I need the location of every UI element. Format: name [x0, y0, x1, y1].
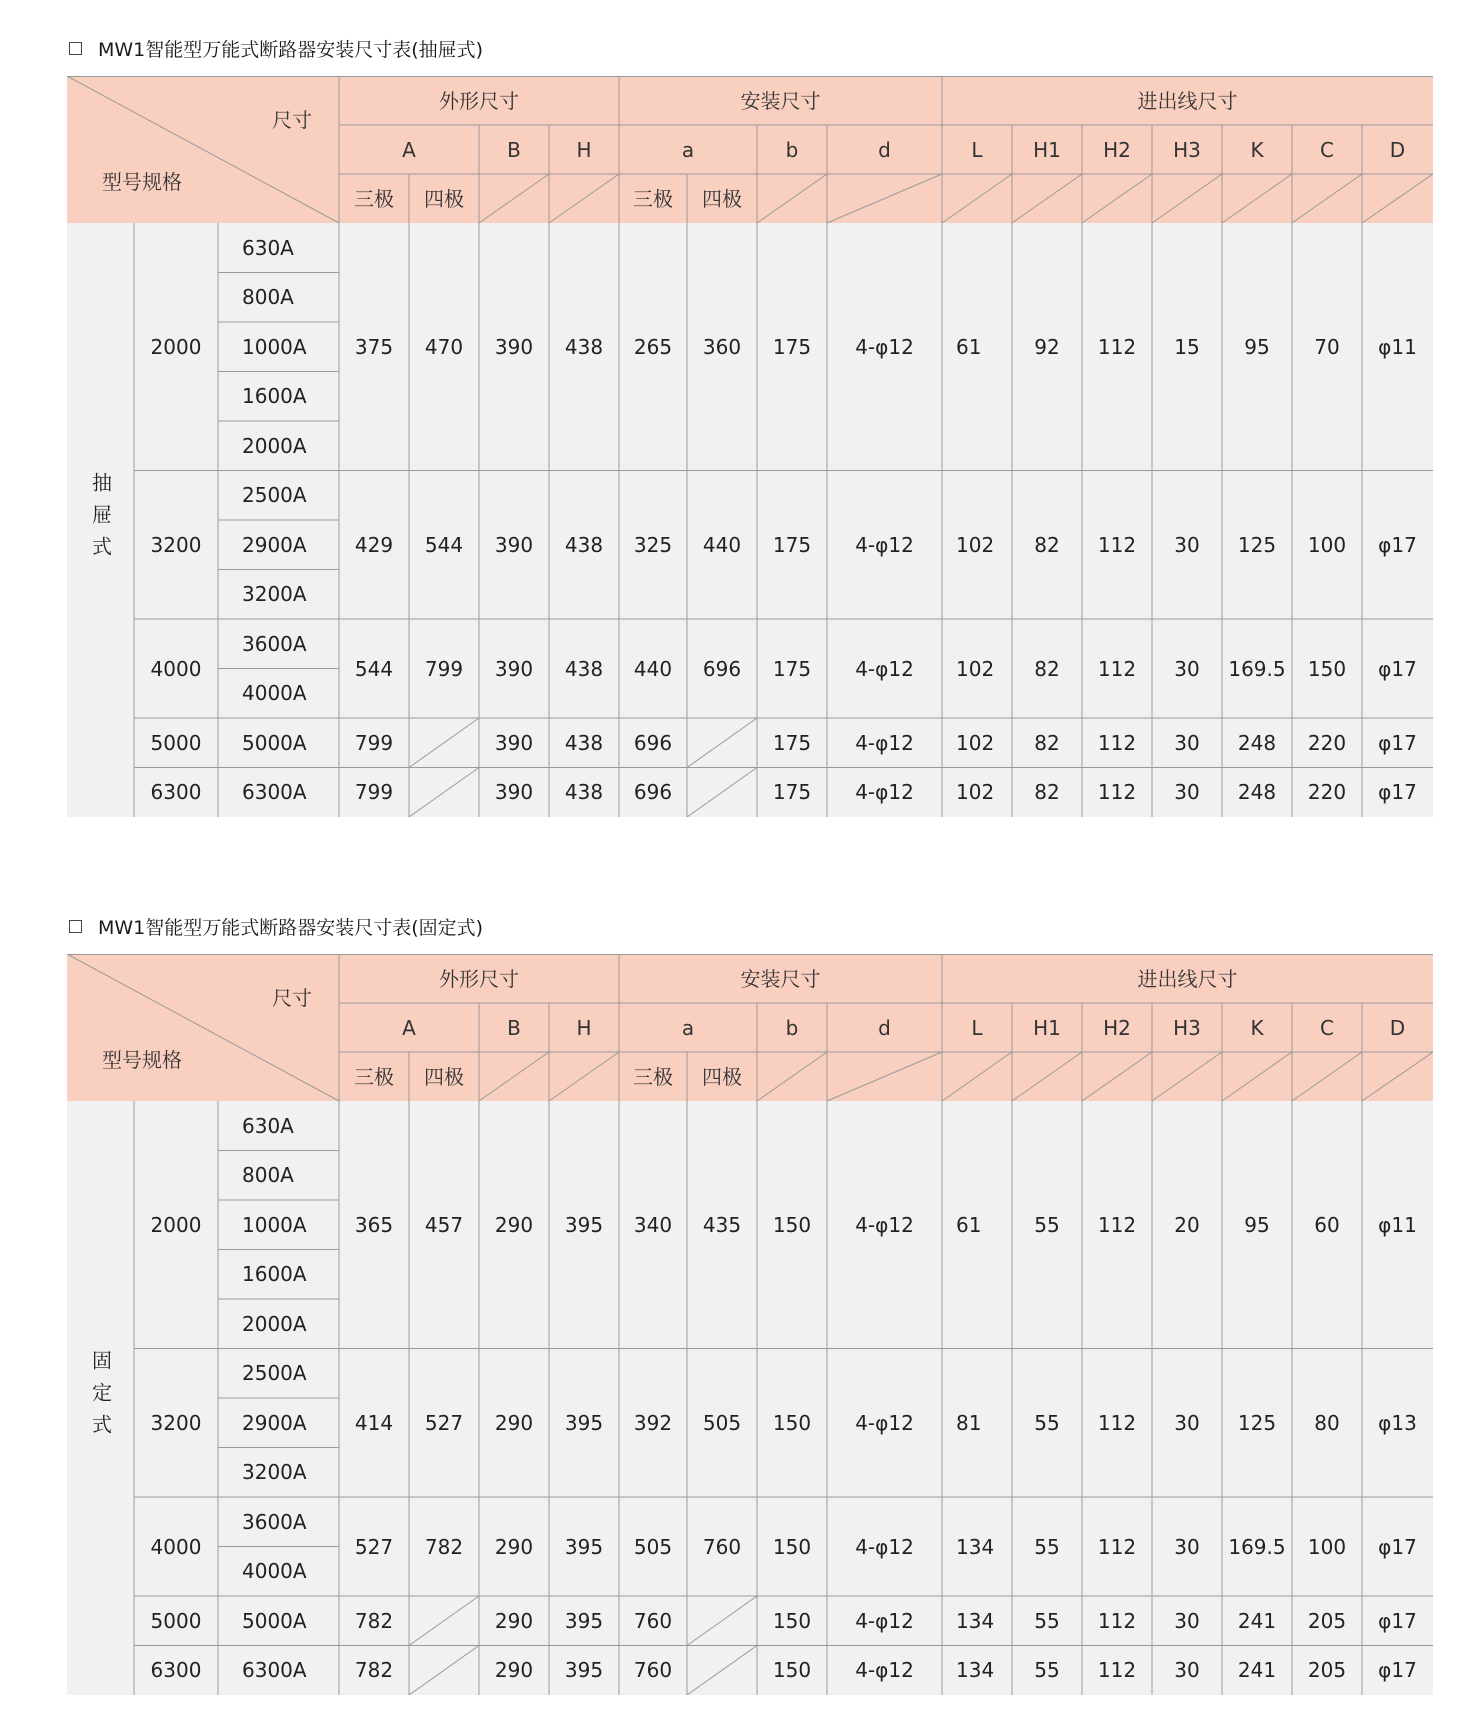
- value-cell: 4-φ12: [855, 1212, 914, 1237]
- table-title: MW1智能型万能式断路器安装尺寸表(抽屉式): [98, 38, 484, 61]
- group-header: 外形尺寸: [439, 88, 519, 113]
- frame-size-cell: 2000: [150, 1212, 202, 1237]
- value-cell: 265: [633, 334, 673, 359]
- value-cell: 175: [772, 780, 812, 805]
- value-cell: 20: [1174, 1212, 1200, 1237]
- value-cell: 112: [1097, 1658, 1137, 1683]
- table-section-drawer: [67, 34, 1433, 805]
- value-cell: 220: [1307, 780, 1347, 805]
- value-cell: 527: [354, 1534, 394, 1559]
- value-cell: φ11: [1378, 1212, 1417, 1237]
- value-cell: 82: [1034, 656, 1060, 681]
- mount-type-label: 固定式: [88, 1350, 113, 1446]
- column-header: H3: [1173, 137, 1201, 162]
- frame-size-cell: 6300: [150, 780, 202, 805]
- value-cell: 175: [772, 334, 812, 359]
- value-cell: 438: [564, 334, 604, 359]
- current-rating-cell: 630A: [242, 235, 294, 260]
- column-header: H3: [1173, 1015, 1201, 1040]
- value-cell: 4-φ12: [855, 1658, 914, 1683]
- value-cell: 395: [564, 1410, 604, 1435]
- value-cell: 15: [1174, 334, 1200, 359]
- value-cell: 102: [956, 532, 995, 557]
- table-title: MW1智能型万能式断路器安装尺寸表(固定式): [98, 916, 484, 939]
- value-cell: 470: [424, 334, 464, 359]
- value-cell: φ13: [1378, 1410, 1417, 1435]
- value-cell: 290: [494, 1212, 534, 1237]
- current-rating-cell: 1000A: [242, 1212, 307, 1237]
- value-cell: 395: [564, 1212, 604, 1237]
- current-rating-cell: 2900A: [242, 532, 307, 557]
- value-cell: 290: [494, 1410, 534, 1435]
- value-cell: 392: [633, 1410, 673, 1435]
- value-cell: 290: [494, 1658, 534, 1683]
- subheader-three-pole: 三极: [633, 1064, 673, 1089]
- value-cell: 30: [1174, 1658, 1200, 1683]
- frame-size-cell: 3200: [150, 1410, 202, 1435]
- value-cell: 782: [354, 1658, 394, 1683]
- value-cell: 169.5: [1228, 1534, 1286, 1559]
- value-cell: 205: [1307, 1608, 1347, 1633]
- subheader-four-pole: 四极: [424, 1064, 464, 1089]
- value-cell: 81: [956, 1410, 982, 1435]
- corner-label-size: 尺寸: [272, 986, 312, 1010]
- column-header: L: [971, 1015, 983, 1040]
- current-rating-cell: 3600A: [242, 1509, 307, 1534]
- value-cell: 169.5: [1228, 656, 1286, 681]
- value-cell: φ17: [1378, 1658, 1417, 1683]
- value-cell: 82: [1034, 532, 1060, 557]
- value-cell: 30: [1174, 1608, 1200, 1633]
- value-cell: 175: [772, 730, 812, 755]
- column-header: B: [507, 1015, 521, 1040]
- column-header: H1: [1033, 137, 1061, 162]
- group-header: 进出线尺寸: [1137, 966, 1238, 991]
- column-header: H2: [1103, 1015, 1131, 1040]
- group-header: 安装尺寸: [740, 966, 821, 991]
- value-cell: 760: [702, 1534, 742, 1559]
- value-cell: 61: [956, 334, 982, 359]
- value-cell: 112: [1097, 1410, 1137, 1435]
- value-cell: 150: [772, 1608, 812, 1633]
- value-cell: 112: [1097, 532, 1137, 557]
- value-cell: 782: [354, 1608, 394, 1633]
- value-cell: 134: [956, 1534, 995, 1559]
- value-cell: 112: [1097, 1212, 1137, 1237]
- column-header: D: [1389, 137, 1406, 162]
- subheader-four-pole: 四极: [702, 1064, 742, 1089]
- value-cell: 4-φ12: [855, 656, 914, 681]
- current-rating-cell: 6300A: [242, 1658, 307, 1683]
- value-cell: 395: [564, 1534, 604, 1559]
- value-cell: 30: [1174, 532, 1200, 557]
- frame-size-cell: 6300: [150, 1658, 202, 1683]
- value-cell: 290: [494, 1534, 534, 1559]
- value-cell: 30: [1174, 1410, 1200, 1435]
- value-cell: 4-φ12: [855, 1608, 914, 1633]
- value-cell: 95: [1244, 334, 1270, 359]
- column-header: B: [507, 137, 521, 162]
- value-cell: 760: [633, 1658, 673, 1683]
- current-rating-cell: 630A: [242, 1113, 294, 1138]
- value-cell: 82: [1034, 780, 1060, 805]
- column-header: a: [681, 137, 695, 162]
- column-header: a: [681, 1015, 695, 1040]
- value-cell: 112: [1097, 656, 1137, 681]
- value-cell: 760: [633, 1608, 673, 1633]
- value-cell: φ17: [1378, 780, 1417, 805]
- current-rating-cell: 2000A: [242, 1311, 307, 1336]
- value-cell: 134: [956, 1608, 995, 1633]
- value-cell: 241: [1237, 1608, 1277, 1633]
- value-cell: φ17: [1378, 730, 1417, 755]
- column-header: b: [785, 137, 799, 162]
- value-cell: 70: [1314, 334, 1340, 359]
- current-rating-cell: 3200A: [242, 1460, 307, 1485]
- value-cell: 365: [354, 1212, 394, 1237]
- column-header: C: [1320, 1015, 1334, 1040]
- value-cell: 696: [702, 656, 742, 681]
- value-cell: 241: [1237, 1658, 1277, 1683]
- value-cell: 175: [772, 656, 812, 681]
- value-cell: 4-φ12: [855, 780, 914, 805]
- current-rating-cell: 2900A: [242, 1410, 307, 1435]
- value-cell: 544: [424, 532, 464, 557]
- value-cell: 799: [354, 780, 394, 805]
- value-cell: 112: [1097, 730, 1137, 755]
- column-header: H: [576, 1015, 592, 1040]
- value-cell: 92: [1034, 334, 1060, 359]
- value-cell: 102: [956, 780, 995, 805]
- column-header: d: [878, 1015, 891, 1040]
- value-cell: 375: [354, 334, 394, 359]
- column-header: K: [1250, 1015, 1264, 1040]
- value-cell: 395: [564, 1658, 604, 1683]
- current-rating-cell: 800A: [242, 1163, 294, 1188]
- value-cell: φ17: [1378, 1534, 1417, 1559]
- value-cell: 414: [354, 1410, 394, 1435]
- value-cell: 395: [564, 1608, 604, 1633]
- value-cell: 102: [956, 730, 995, 755]
- table-title-row: [67, 34, 1433, 62]
- value-cell: 30: [1174, 1534, 1200, 1559]
- current-rating-cell: 6300A: [242, 780, 307, 805]
- current-rating-cell: 3200A: [242, 582, 307, 607]
- current-rating-cell: 5000A: [242, 730, 307, 755]
- value-cell: 505: [633, 1534, 673, 1559]
- value-cell: 4-φ12: [855, 532, 914, 557]
- current-rating-cell: 2000A: [242, 433, 307, 458]
- value-cell: 100: [1307, 1534, 1347, 1559]
- value-cell: 55: [1034, 1534, 1060, 1559]
- frame-size-cell: 5000: [150, 730, 202, 755]
- value-cell: 4-φ12: [855, 1410, 914, 1435]
- value-cell: 782: [424, 1534, 464, 1559]
- value-cell: 248: [1237, 780, 1277, 805]
- value-cell: 102: [956, 656, 995, 681]
- column-header: D: [1389, 1015, 1406, 1040]
- value-cell: 112: [1097, 780, 1137, 805]
- frame-size-cell: 5000: [150, 1608, 202, 1633]
- value-cell: 55: [1034, 1410, 1060, 1435]
- value-cell: 150: [1307, 656, 1347, 681]
- current-rating-cell: 4000A: [242, 1559, 307, 1584]
- group-header: 安装尺寸: [740, 88, 821, 113]
- value-cell: 248: [1237, 730, 1277, 755]
- current-rating-cell: 5000A: [242, 1608, 307, 1633]
- value-cell: 30: [1174, 780, 1200, 805]
- value-cell: 95: [1244, 1212, 1270, 1237]
- value-cell: 55: [1034, 1608, 1060, 1633]
- corner-label-model: 型号规格: [102, 170, 182, 194]
- current-rating-cell: 1600A: [242, 1262, 307, 1287]
- value-cell: 696: [633, 780, 673, 805]
- value-cell: 696: [633, 730, 673, 755]
- value-cell: 150: [772, 1534, 812, 1559]
- mount-type-label: 抽屉式: [88, 472, 113, 568]
- subheader-four-pole: 四极: [702, 186, 742, 211]
- column-header: A: [402, 1015, 416, 1040]
- value-cell: 55: [1034, 1212, 1060, 1237]
- value-cell: 112: [1097, 1608, 1137, 1633]
- value-cell: 390: [494, 334, 534, 359]
- value-cell: 4-φ12: [855, 1534, 914, 1559]
- value-cell: 150: [772, 1658, 812, 1683]
- value-cell: 4-φ12: [855, 730, 914, 755]
- value-cell: φ17: [1378, 532, 1417, 557]
- column-header: d: [878, 137, 891, 162]
- value-cell: 30: [1174, 730, 1200, 755]
- column-header: H: [576, 137, 592, 162]
- corner-label-size: 尺寸: [272, 108, 312, 132]
- value-cell: 799: [354, 730, 394, 755]
- frame-size-cell: 4000: [150, 656, 202, 681]
- column-header: L: [971, 137, 983, 162]
- value-cell: 360: [702, 334, 742, 359]
- value-cell: 527: [424, 1410, 464, 1435]
- value-cell: 325: [633, 532, 673, 557]
- column-header: b: [785, 1015, 799, 1040]
- value-cell: 438: [564, 532, 604, 557]
- frame-size-cell: 3200: [150, 532, 202, 557]
- value-cell: 438: [564, 730, 604, 755]
- subheader-four-pole: 四极: [424, 186, 464, 211]
- current-rating-cell: 2500A: [242, 483, 307, 508]
- subheader-three-pole: 三极: [354, 1064, 394, 1089]
- current-rating-cell: 3600A: [242, 631, 307, 656]
- value-cell: φ17: [1378, 656, 1417, 681]
- current-rating-cell: 1600A: [242, 384, 307, 409]
- column-header: A: [402, 137, 416, 162]
- dimension-table: [67, 76, 1433, 817]
- value-cell: 457: [424, 1212, 464, 1237]
- current-rating-cell: 800A: [242, 285, 294, 310]
- checkbox-icon: [69, 920, 82, 933]
- value-cell: 799: [424, 656, 464, 681]
- value-cell: 82: [1034, 730, 1060, 755]
- value-cell: 175: [772, 532, 812, 557]
- value-cell: 390: [494, 656, 534, 681]
- value-cell: 438: [564, 656, 604, 681]
- value-cell: 30: [1174, 656, 1200, 681]
- table-title-row: [67, 912, 1433, 940]
- dimension-table: [67, 954, 1433, 1695]
- column-header: H1: [1033, 1015, 1061, 1040]
- column-header: H2: [1103, 137, 1131, 162]
- current-rating-cell: 1000A: [242, 334, 307, 359]
- value-cell: 125: [1237, 532, 1277, 557]
- value-cell: 390: [494, 532, 534, 557]
- value-cell: 112: [1097, 1534, 1137, 1559]
- column-header: C: [1320, 137, 1334, 162]
- frame-size-cell: 4000: [150, 1534, 202, 1559]
- value-cell: 390: [494, 780, 534, 805]
- value-cell: 429: [354, 532, 394, 557]
- value-cell: 100: [1307, 532, 1347, 557]
- value-cell: 205: [1307, 1658, 1347, 1683]
- value-cell: 544: [354, 656, 394, 681]
- table-section-fixed: [67, 912, 1433, 1683]
- value-cell: 505: [702, 1410, 742, 1435]
- value-cell: 440: [702, 532, 742, 557]
- group-header: 进出线尺寸: [1137, 88, 1238, 113]
- value-cell: 340: [633, 1212, 673, 1237]
- value-cell: 55: [1034, 1658, 1060, 1683]
- current-rating-cell: 2500A: [242, 1361, 307, 1386]
- value-cell: 60: [1314, 1212, 1340, 1237]
- value-cell: 61: [956, 1212, 982, 1237]
- subheader-three-pole: 三极: [354, 186, 394, 211]
- value-cell: 80: [1314, 1410, 1340, 1435]
- value-cell: 435: [702, 1212, 742, 1237]
- current-rating-cell: 4000A: [242, 681, 307, 706]
- value-cell: 220: [1307, 730, 1347, 755]
- value-cell: φ17: [1378, 1608, 1417, 1633]
- column-header: K: [1250, 137, 1264, 162]
- subheader-three-pole: 三极: [633, 186, 673, 211]
- corner-label-model: 型号规格: [102, 1048, 182, 1072]
- value-cell: φ11: [1378, 334, 1417, 359]
- value-cell: 4-φ12: [855, 334, 914, 359]
- value-cell: 125: [1237, 1410, 1277, 1435]
- value-cell: 390: [494, 730, 534, 755]
- value-cell: 150: [772, 1410, 812, 1435]
- value-cell: 440: [633, 656, 673, 681]
- value-cell: 150: [772, 1212, 812, 1237]
- checkbox-icon: [69, 42, 82, 55]
- value-cell: 290: [494, 1608, 534, 1633]
- value-cell: 438: [564, 780, 604, 805]
- group-header: 外形尺寸: [439, 966, 519, 991]
- value-cell: 134: [956, 1658, 995, 1683]
- value-cell: 112: [1097, 334, 1137, 359]
- frame-size-cell: 2000: [150, 334, 202, 359]
